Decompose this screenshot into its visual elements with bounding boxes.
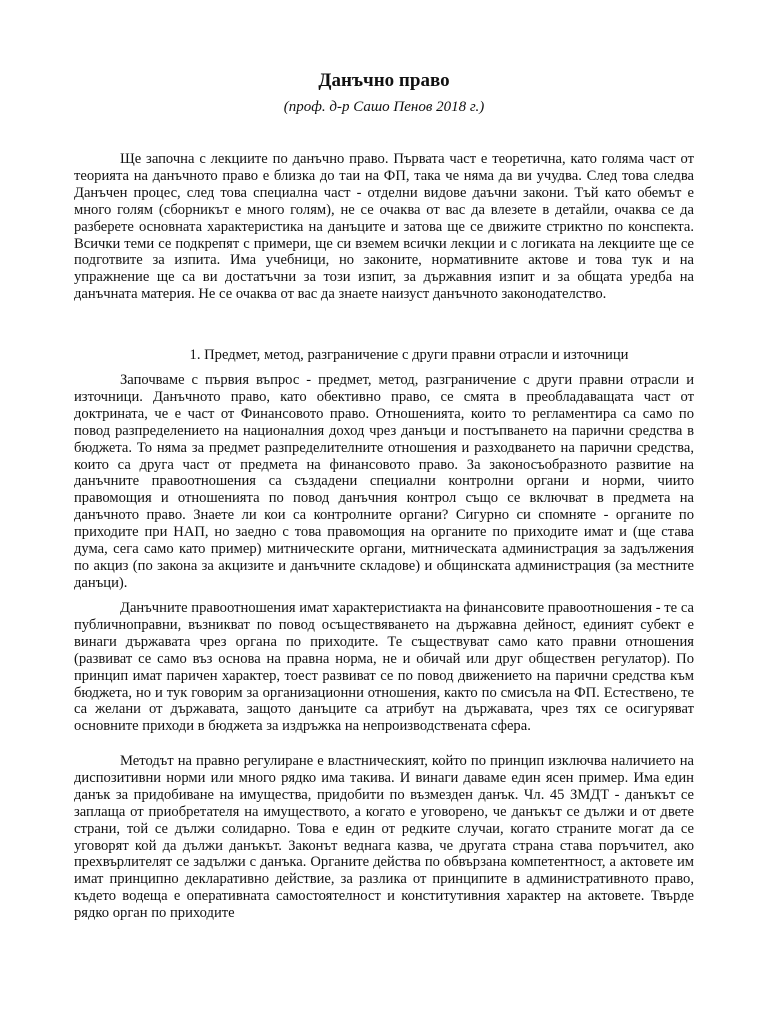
section-paragraph-2: Данъчните правоотношения имат характеристиакта на финансовите правоотношения - те са публичноправни, възникват по повод осъществяването на държавна дейност, единият субект е винаги държавата чрез органа по приходите. Те съществуват само като правни отношения (развиват се само въз основа на правна норма, не и обичай или друг обществен регулатор). По принцип имат паричен характер, тоест развиват се по повод движението на парични средства към бюджета, но и тук говорим за организационни отношения, както по смисъла на ФП. Естествено, те са желани от държавата, защото данъците са атрибут на държавата, чрез тях се осигуряват основните приходи в бюджета за издръжка на непроизводствената сфера. <box>74 600 694 735</box>
section-paragraph-3: Методът на правно регулиране е властническият, който по принцип изключва наличието на диспозитивни норми или много рядко има такива. И винаги даваме един ясен пример. Има един данък за придобиване на имущества, придобити по възмезден данък. Чл. 45 ЗМДТ - данъкът се заплаща от приобретателя на имуществото, а когато е уговорено, че данъкът се дължи и от двете страни, той се дължи солидарно. Това е един от редките случаи, когато страните могат да се уговорят кой да дължи данъкът. Законът веднага казва, че другата страна става поръчител, ако прехвърлителят се задължи с данъка. Органите действа по обвързана компетентност, а актовете им имат принципно декларативно действие, за разлика от принципите в административното право, където водеща е оперативната самостоятелност и конститутивния характер на актовете. Твърде рядко орган по приходите <box>74 753 694 922</box>
document-title: Данъчно право <box>318 70 450 91</box>
intro-paragraph: Ще започна с лекциите по данъчно право. Първата част е теоретична, като голяма част от теорията на данъчното право е близка до таи на ФП, така че няма да ви учудва. След това следва Данъчен процес, след това специална част - отделни видове даъчни закони. Тъй като обемът е много голям (сборникът е много голям), не се очаква от вас да влезете в детайли, очаква се да разберете основната характеристика на данъците и затова ще се движите стриктно по конспекта. Всички теми се подкрепят с примери, ще си вземем всички лекции и с логиката на лекциите ще се подготвите за изпита. Има учебници, но законите, нормативните актове и това тук и на упражнение ще са ви достатъчни за този изпит, за държавния изпит и за общата уредба на данъчната материя. Не се очаква от вас да знаете наизуст данъчното законодателство. <box>74 151 694 303</box>
section-paragraph-1: Започваме с първия въпрос - предмет, метод, разграничение с други правни отрасли и източници. Данъчното право, като обективно право, се смята в преобладаващата част от доктрината, че е част от Финансовото право. Отношенията, които то регламентира са само по повод разпределението на националния доход чрез данъци и постъпването на парични средства в бюджета. То няма за предмет разпределителните отношения и разходването на парични средства, които са друга част от предмета на финансовото право. За законосъобразното развитие на данъчните правоотношения са създадени специални контролни органи и норми, чиито правомощия и отношенията по повод данъчния контрол също се включват в предмета на данъчното право. Знаете ли кои са контролните органи? Сигурно си спомняте - органите по приходите при НАП, но заедно с това правомощия на органите по приходите имат и (ще става дума, сега само като пример) митническите органи, митническата администрация за задължения по акциз (по закона за акцизите и данъчните складове) и общинската администрация (за местните данъци). <box>74 372 694 591</box>
section-heading: 1. Предмет, метод, разграничение с други правни отрасли и източници <box>189 347 629 363</box>
document-subtitle: (проф. д-р Сашо Пенов 2018 г.) <box>283 99 485 115</box>
